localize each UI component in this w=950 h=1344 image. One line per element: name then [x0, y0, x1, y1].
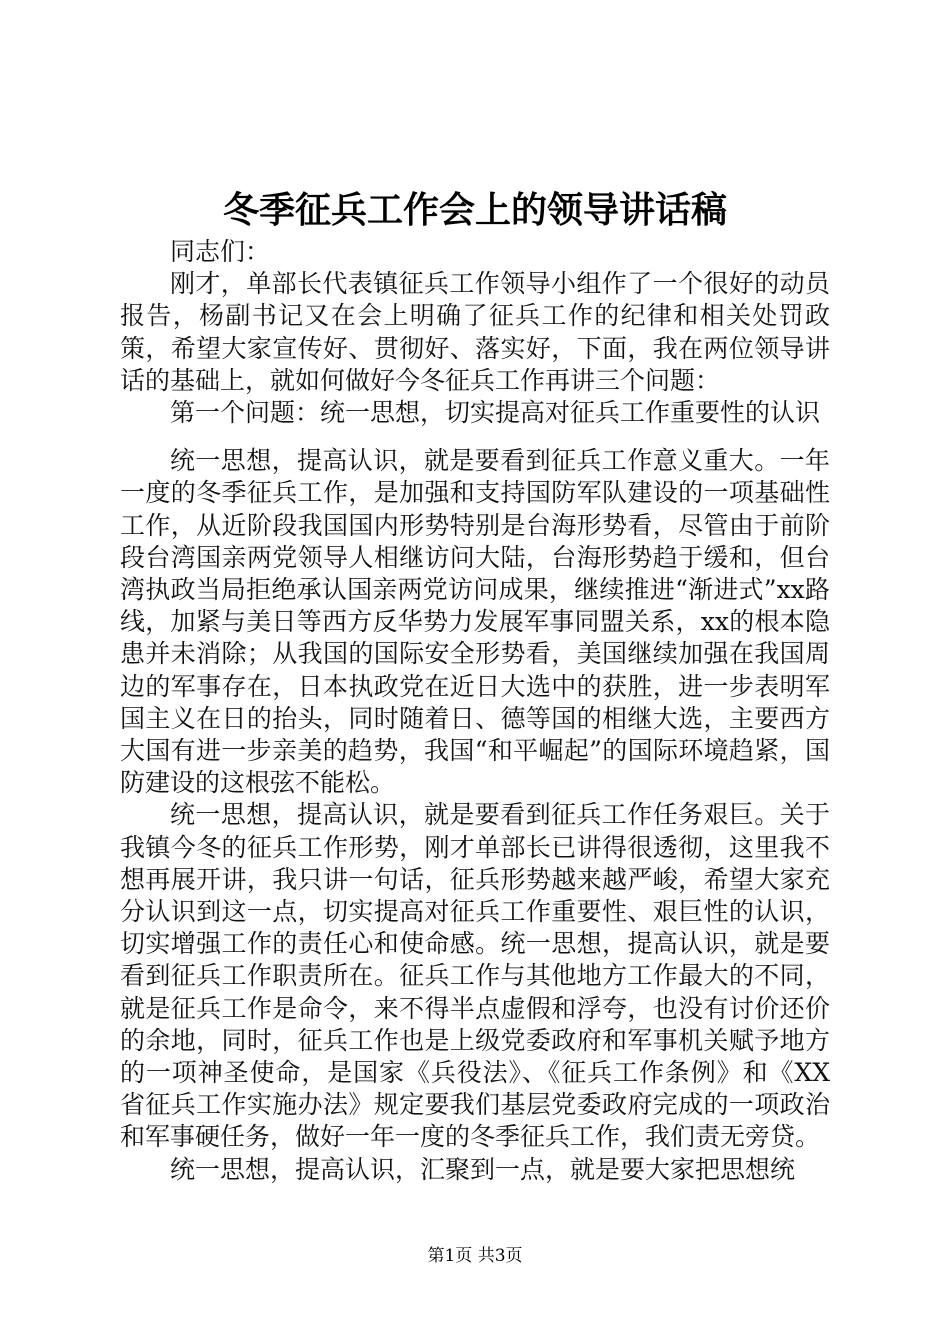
page-footer: 第1页 共3页 — [427, 1246, 523, 1266]
document-body — [120, 236, 830, 1186]
body-paragraph: 统一思想，提高认识，就是要看到征兵工作意义重大。一年一度的冬季征兵工作，是加强和支持国防军队建设的一项基础性工作，从近阶段我国国内形势特别是台海形势看，尽管由于前阶段台湾国亲两党领导人相继访问大陆，台海形势趋于缓和，但台湾执政当局拒绝承认国亲两党访问成果，继续推进“渐进式”xx路线，加紧与美日等西方反华势力发展军事同盟关系，xx的根本隐患并未消除；从我国的国际安全形势看，美国继续加强在我国周边的军事存在，日本执政党在近日大选中的获胜，进一步表明军国主义在日的抬头，同时随着日、德等国的相继大选，主要西方大国有进一步亲美的趋势，我国“和平崛起”的国际环境趋紧，国防建设的这根弦不能松。 — [120, 446, 830, 798]
intro-paragraph: 刚才，单部长代表镇征兵工作领导小组作了一个很好的动员报告，杨副书记又在会上明确了征兵工作的纪律和相关处罚政策，希望大家宣传好、贯彻好、落实好，下面，我在两位领导讲话的基础上，就如何做好今冬征兵工作再讲三个问题： — [120, 269, 830, 395]
document-title: 冬季征兵工作会上的领导讲话稿 — [222, 189, 727, 231]
section-heading-paragraph: 第一个问题：统一思想，切实提高对征兵工作重要性的认识 — [170, 398, 821, 428]
body-paragraph: 统一思想，提高认识，汇聚到一点，就是要大家把思想统 — [170, 1154, 796, 1184]
salutation-paragraph: 同志们： — [170, 237, 271, 266]
body-paragraph: 统一思想，提高认识，就是要看到征兵工作任务艰巨。关于我镇今冬的征兵工作形势，刚才单部长已讲得很透彻，这里我不想再展开讲，我只讲一句话，征兵形势越来越严峻，希望大家充分认识到这一点，切实提高对征兵工作重要性、艰巨性的认识，切实增强工作的责任心和使命感。统一思想，提高认识，就是要看到征兵工作职责所在。征兵工作与其他地方工作最大的不同，就是征兵工作是命令，来不得半点虚假和浮夸，也没有讨价还价的余地，同时，征兵工作也是上级党委政府和军事机关赋予地方的一项神圣使命，是国家《兵役法》、《征兵工作条例》和《XX省征兵工作实施办法》规定要我们基层党委政府完成的一项政治和军事硬任务，做好一年一度的冬季征兵工作，我们责无旁贷。 — [120, 800, 830, 1152]
